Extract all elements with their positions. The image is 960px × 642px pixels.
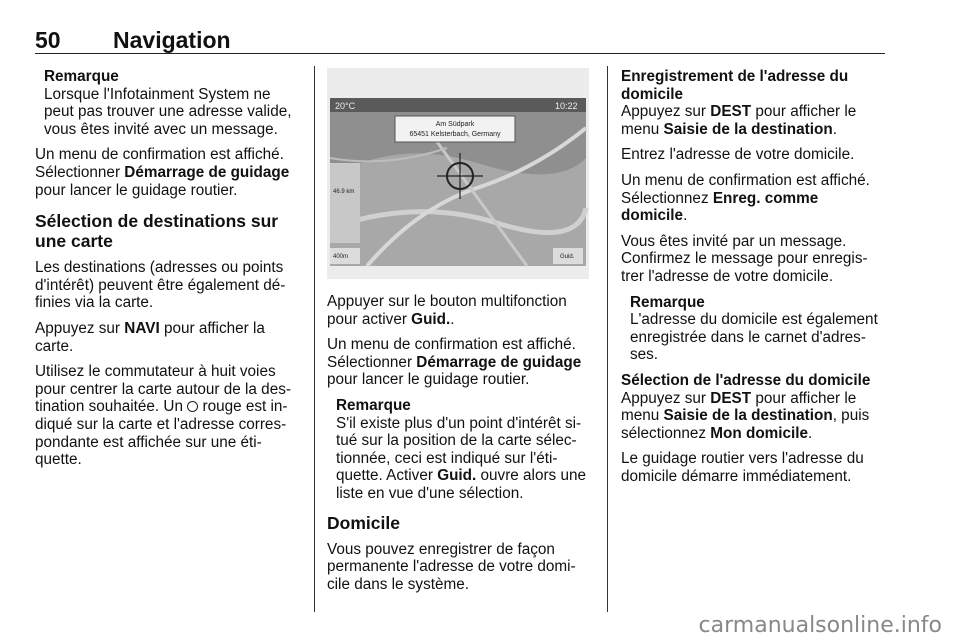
paragraph: Appuyer sur le bouton multifonction pour activer Guid..	[327, 293, 567, 328]
note-title: Remarque	[336, 396, 411, 414]
page-number: 50	[35, 27, 61, 53]
map-distance: 46.9 km	[333, 189, 355, 195]
paragraph: Vous pouvez enregistrer de façon permanente l'adresse de votre domi- cile dans le système.	[327, 540, 576, 593]
note-title: Remarque	[44, 68, 119, 85]
subsection-heading: Sélection de destinations sur une carte	[35, 211, 279, 252]
paragraph: Les destinations (adresses ou points d'intérêt) peuvent être également dé- finies via la carte.	[35, 259, 286, 312]
paragraph: Utilisez le commutateur à huit voies pour centrer la carte autour de la des- tination souhaitée. Un rouge est in- diqué sur la carte et l'adresse corres- pondante est affichée sur une éti- quette.	[35, 363, 291, 469]
paragraph: Un menu de confirmation est affiché. Sélectionnez Enreg. comme domicile.	[621, 171, 870, 225]
note	[621, 294, 887, 364]
paragraph: Le guidage routier vers l'adresse du domicile démarre immédiatement.	[621, 450, 864, 485]
paragraph: Appuyez sur DEST pour afficher le menu Saisie de la destination, puis sélectionnez Mon domicile.	[621, 389, 870, 442]
column-3	[621, 68, 887, 493]
paragraph: Appuyez sur NAVI pour afficher la carte.	[35, 319, 265, 355]
paragraph: Un menu de confirmation est affiché. Sélectionner Démarrage de guidage pour lancer le guidage routier.	[327, 336, 582, 389]
column-divider	[607, 66, 608, 612]
map-label-city: 65451 Kelsterbach, Germany	[409, 131, 501, 138]
map-scale: 400m	[333, 254, 349, 260]
watermark: carmanualsonline.info	[698, 613, 942, 638]
note	[35, 68, 300, 138]
map-screenshot	[327, 68, 589, 279]
paragraph: Appuyez sur DEST pour afficher le menu Saisie de la destination.	[621, 103, 857, 138]
section-title: Navigation	[113, 27, 231, 53]
page-header	[35, 27, 885, 54]
map-temperature: 20°C	[335, 101, 356, 111]
subsection-heading: Enregistrement de l'adresse du domicile	[621, 68, 849, 103]
paragraph: Un menu de confirmation est affiché. Sélectionner Démarrage de guidage pour lancer le guidage routier.	[35, 146, 290, 199]
subsection-heading: Sélection de l'adresse du domicile	[621, 371, 871, 389]
note-text: L'adresse du domicile est également enregistrée dans le carnet d'adres- ses.	[630, 311, 878, 364]
note	[327, 397, 589, 503]
column-1	[35, 68, 300, 477]
note-title: Remarque	[630, 293, 705, 311]
column-2	[327, 68, 589, 601]
note-text: Lorsque l'Infotainment System ne peut pas trouver une adresse valide, vous êtes invité avec un message.	[44, 85, 292, 138]
paragraph: Entrez l'adresse de votre domicile.	[621, 146, 855, 164]
note-text: S'il existe plus d'un point d'intérêt si- tué sur la position de la carte sélec- tionnée, ceci est indiqué sur l'éti- quette. Activer Guid. ouvre alors une liste en vue d'une sélection.	[336, 414, 586, 502]
paragraph: Vous êtes invité par un message. Confirmez le message pour enregis- trer l'adresse de votre domicile.	[621, 232, 868, 285]
map-guid-button: Guid.	[560, 254, 575, 260]
crosshair-circle-icon	[187, 401, 198, 412]
column-divider	[314, 66, 315, 612]
map-label-street: Am Südpark	[435, 121, 475, 128]
subsection-heading: Domicile	[327, 512, 400, 533]
map-time: 10:22	[555, 101, 578, 111]
